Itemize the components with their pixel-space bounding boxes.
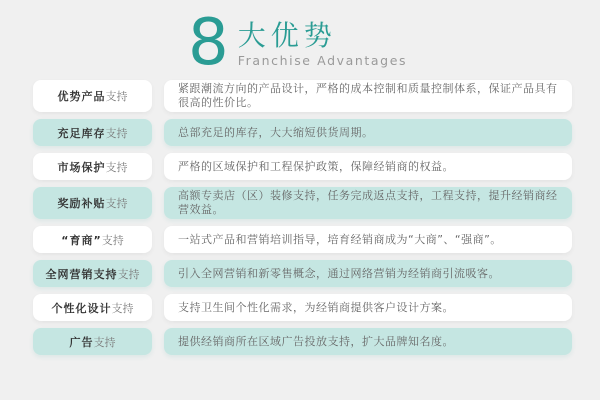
advantage-desc-3	[164, 153, 572, 180]
advantage-label-suffix: 支持	[101, 233, 124, 247]
page-title: 大优势	[237, 19, 337, 52]
advantage-desc-text: 支持卫生间个性化需求，为经销商提供客户设计方案。	[178, 300, 454, 314]
header-number: 8	[188, 6, 229, 80]
header-text-block	[238, 21, 407, 71]
advantage-label-bold: 个性化设计	[51, 301, 112, 315]
advantage-label-1	[33, 80, 152, 112]
advantage-desc-4	[164, 187, 572, 219]
advantage-desc-text: 总部充足的库存，大大缩短供货周期。	[178, 125, 374, 139]
advantage-row-8	[33, 328, 572, 355]
advantage-label-bold: 优势产品	[57, 90, 106, 104]
advantage-row-5	[33, 226, 572, 253]
advantage-label-suffix: 支持	[105, 160, 128, 174]
advantage-label-suffix: 支持	[105, 126, 128, 140]
advantage-label-7	[33, 294, 152, 321]
advantage-label-suffix: 支持	[93, 335, 116, 349]
advantage-label-bold: 奖励补贴	[57, 197, 106, 211]
advantage-row-6	[33, 260, 572, 287]
advantage-desc-5	[164, 226, 572, 253]
advantage-desc-6	[164, 260, 572, 287]
advantage-desc-8	[164, 328, 572, 355]
advantage-label-5	[33, 226, 152, 253]
advantage-label-suffix: 支持	[111, 301, 134, 315]
advantage-label-8	[33, 328, 152, 355]
page-header	[188, 6, 600, 80]
advantage-desc-text: 高额专卖店（区）装修支持，任务完成返点支持，工程支持，提升经销商经营效益。	[178, 189, 558, 217]
advantage-label-suffix: 支持	[105, 90, 128, 104]
advantage-row-4	[33, 187, 572, 219]
advantage-row-7	[33, 294, 572, 321]
advantage-label-bold: 充足库存	[57, 126, 106, 140]
advantage-row-2	[33, 119, 572, 146]
advantage-label-6	[33, 260, 152, 287]
advantage-label-suffix: 支持	[105, 197, 128, 211]
advantage-label-suffix: 支持	[117, 267, 140, 281]
advantage-desc-text: 引入全网营销和新零售概念，通过网络营销为经销商引流吸客。	[178, 266, 500, 280]
advantage-label-bold: 全网营销支持	[45, 267, 118, 281]
advantage-desc-1	[164, 80, 572, 112]
advantage-desc-2	[164, 119, 572, 146]
advantage-desc-text: 一站式产品和营销培训指导，培育经销商成为“大商”、“强商”。	[178, 232, 502, 246]
advantage-label-bold: 市场保护	[57, 160, 106, 174]
advantage-desc-text: 严格的区域保护和工程保护政策，保障经销商的权益。	[178, 159, 454, 173]
advantage-label-bold: “育商”	[61, 233, 102, 247]
advantage-desc-text: 提供经销商所在区域广告投放支持，扩大品牌知名度。	[178, 334, 454, 348]
advantage-desc-text: 紧跟潮流方向的产品设计，严格的成本控制和质量控制体系，保证产品具有很高的性价比。	[178, 82, 558, 110]
franchise-advantages-page	[0, 6, 600, 400]
advantage-label-4	[33, 187, 152, 219]
advantage-label-bold: 广告	[69, 335, 94, 349]
advantage-desc-7	[164, 294, 572, 321]
advantage-row-1	[33, 80, 572, 112]
advantage-list	[33, 80, 572, 355]
advantage-label-3	[33, 153, 152, 180]
advantage-label-2	[33, 119, 152, 146]
advantage-row-3	[33, 153, 572, 180]
page-subtitle: Franchise Advantages	[237, 53, 408, 68]
